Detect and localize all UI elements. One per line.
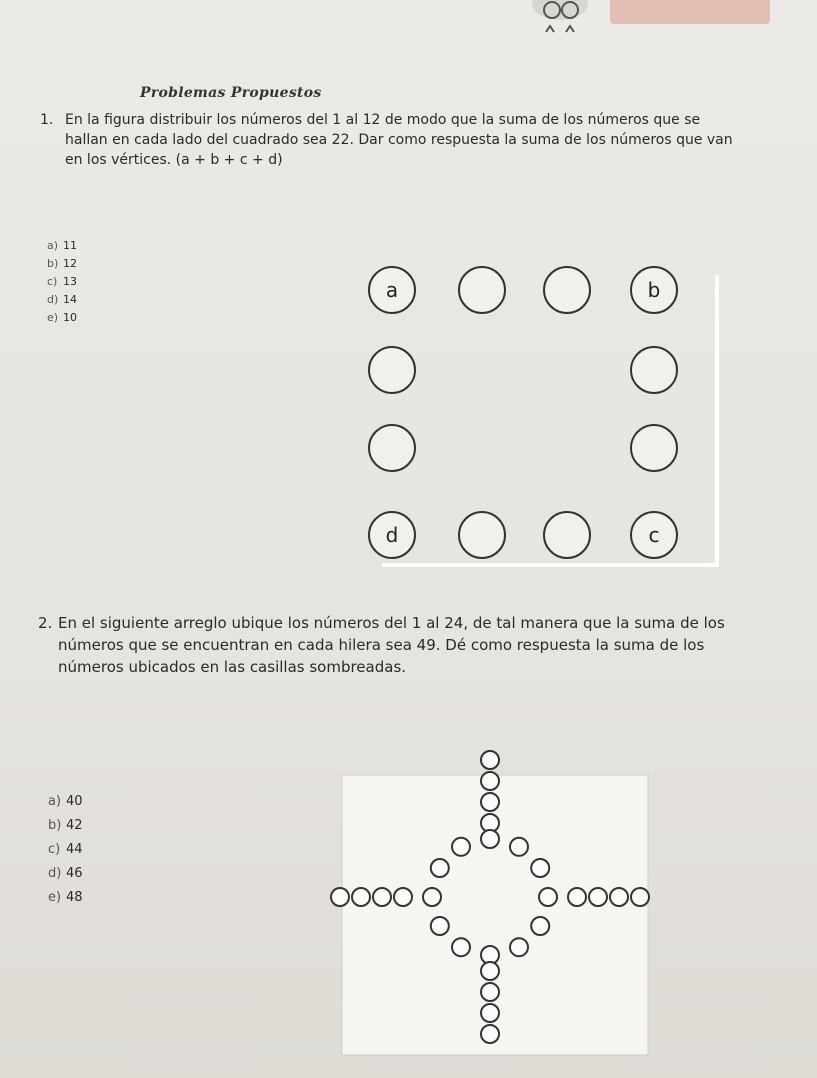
vertex-label-b: b	[647, 278, 661, 302]
option-letter: d)	[47, 293, 59, 306]
arrangement-circle[interactable]	[531, 859, 549, 877]
arrangement-circle[interactable]	[481, 830, 499, 848]
option-value: 42	[66, 818, 83, 833]
option-letter: a)	[47, 239, 59, 252]
problem-2-text: En el siguiente arreglo ubique los números del 1 al 24, de tal manera que la suma de los números que se encuentran en cada hilera sea 49. Dé como respuesta la suma de los números ubicados en las casillas sombreadas.	[58, 614, 725, 676]
side-circle[interactable]	[369, 347, 415, 393]
option-value: 13	[63, 275, 77, 288]
option-letter: b)	[47, 257, 59, 270]
problem-1-options	[47, 237, 77, 327]
problem-2	[38, 612, 773, 678]
option-item[interactable]	[48, 790, 83, 814]
arrangement-circle[interactable]	[481, 983, 499, 1001]
arrangement-circle[interactable]	[331, 888, 349, 906]
option-value: 12	[63, 257, 77, 270]
option-item[interactable]	[48, 862, 83, 886]
arrangement-circle[interactable]	[510, 838, 528, 856]
option-value: 40	[66, 794, 83, 809]
side-circle[interactable]	[544, 512, 590, 558]
option-letter: e)	[48, 890, 62, 905]
option-value: 48	[66, 890, 83, 905]
vertex-label-c: c	[648, 523, 660, 547]
arrangement-circle[interactable]	[452, 838, 470, 856]
arrangement-circle[interactable]	[481, 1004, 499, 1022]
arrangement-circle[interactable]	[481, 793, 499, 811]
option-value: 10	[63, 311, 77, 324]
arrangement-circle[interactable]	[373, 888, 391, 906]
section-title: Problemas Propuestos	[140, 85, 322, 101]
arrangement-circle[interactable]	[431, 917, 449, 935]
problem-1-text: En la figura distribuir los números del 1 al 12 de modo que la suma de los números que se hallan en cada lado del cuadrado sea 22. Dar como respuesta la suma de los números que van en los vértices. (a + b + c + d)	[65, 112, 733, 168]
arrangement-circle[interactable]	[481, 772, 499, 790]
decorative-banner	[610, 0, 770, 24]
option-item[interactable]	[48, 886, 83, 910]
problem-1	[40, 110, 740, 170]
arrangement-circle[interactable]	[423, 888, 441, 906]
vertex-label-a: a	[385, 278, 399, 302]
arrangement-circle[interactable]	[481, 1025, 499, 1043]
side-circle[interactable]	[369, 425, 415, 471]
option-value: 14	[63, 293, 77, 306]
option-value: 11	[63, 239, 77, 252]
option-item[interactable]	[47, 273, 77, 291]
arrangement-circle[interactable]	[568, 888, 586, 906]
side-circle[interactable]	[631, 347, 677, 393]
arrangement-circle[interactable]	[394, 888, 412, 906]
option-item[interactable]	[47, 237, 77, 255]
vertex-label-d: d	[385, 523, 399, 547]
arrangement-circle[interactable]	[431, 859, 449, 877]
arrangement-circle[interactable]	[531, 917, 549, 935]
option-value: 46	[66, 866, 83, 881]
option-letter: c)	[48, 842, 61, 857]
side-circle[interactable]	[544, 267, 590, 313]
square-circles-figure	[352, 250, 732, 580]
option-item[interactable]	[48, 838, 83, 862]
option-item[interactable]	[48, 814, 83, 838]
arrangement-circle[interactable]	[481, 962, 499, 980]
arrangement-circle[interactable]	[481, 751, 499, 769]
arrangement-circle[interactable]	[452, 938, 470, 956]
option-letter: e)	[47, 311, 59, 324]
side-circle[interactable]	[631, 425, 677, 471]
option-letter: a)	[48, 794, 62, 809]
arrangement-circle[interactable]	[589, 888, 607, 906]
arrangement-circle[interactable]	[352, 888, 370, 906]
side-circle[interactable]	[459, 512, 505, 558]
option-item[interactable]	[47, 309, 77, 327]
option-letter: c)	[47, 275, 58, 288]
problem-2-options	[48, 790, 83, 910]
option-letter: d)	[48, 866, 62, 881]
option-item[interactable]	[47, 255, 77, 273]
option-value: 44	[66, 842, 83, 857]
arrangement-circle[interactable]	[610, 888, 628, 906]
option-item[interactable]	[47, 291, 77, 309]
arrangement-circle[interactable]	[539, 888, 557, 906]
arrangement-circle[interactable]	[510, 938, 528, 956]
cartoon-glasses-icon	[530, 0, 590, 40]
arrangement-circle[interactable]	[631, 888, 649, 906]
option-letter: b)	[48, 818, 62, 833]
problem-2-number: 2.	[38, 614, 53, 632]
side-circle[interactable]	[459, 267, 505, 313]
cross-diamond-figure	[330, 745, 660, 1060]
problem-1-number: 1.	[40, 112, 54, 128]
